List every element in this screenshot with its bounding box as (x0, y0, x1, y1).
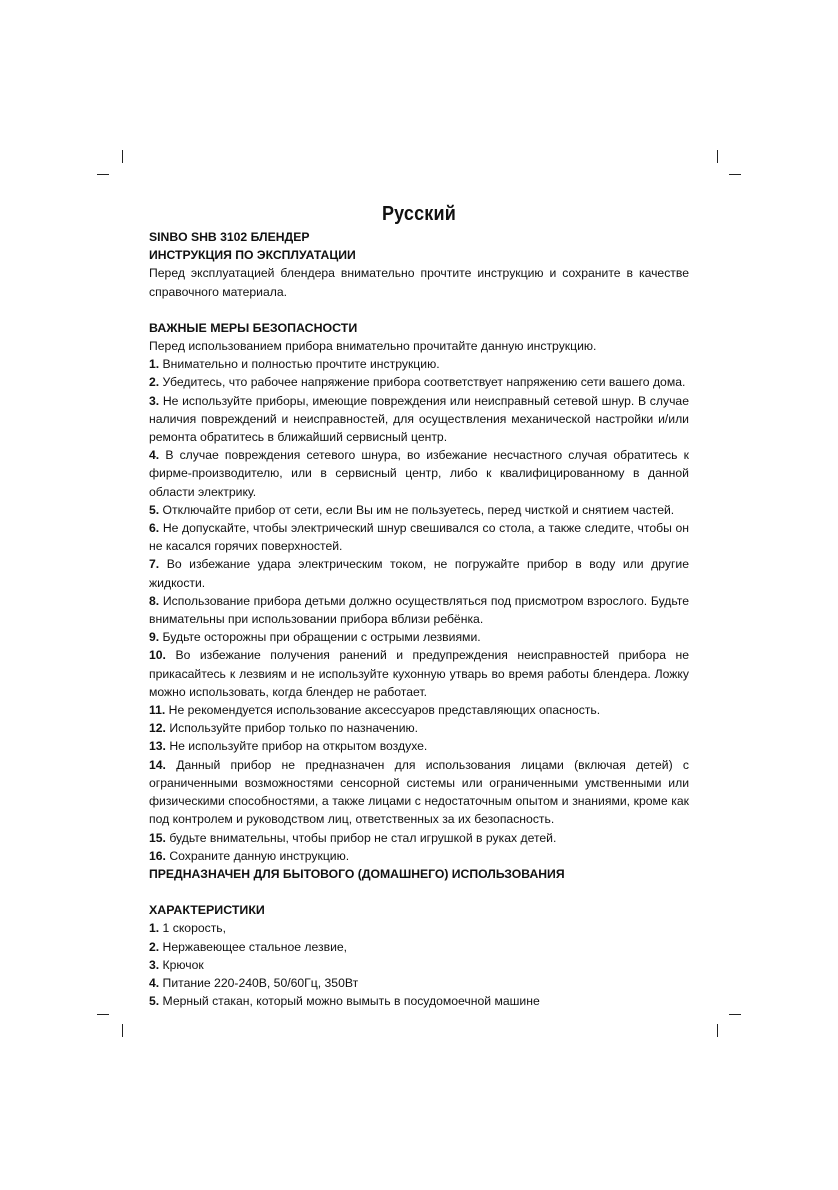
item-text: 1 скорость, (159, 921, 227, 936)
item-number: 5. (149, 502, 160, 517)
item-text: Питание 220-240В, 50/60Гц, 350Вт (159, 975, 359, 990)
list-item (149, 392, 689, 447)
list-item (149, 974, 689, 992)
model-title: SINBO SHB 3102 БЛЕНДЕР (149, 230, 310, 244)
item-number: 11. (149, 703, 166, 718)
crop-mark (122, 150, 123, 163)
list-item (149, 701, 689, 719)
crop-mark (729, 1014, 741, 1015)
item-text: Нержавеющее стальное лезвие, (159, 939, 348, 954)
list-item (149, 829, 689, 847)
safety-list (149, 355, 689, 865)
item-number: 3. (149, 393, 160, 408)
document-body (149, 228, 689, 1010)
item-number: 2. (149, 375, 160, 390)
item-text: Во избежание получения ранений и предупреждения неисправностей прибора не прикасайтесь к лезвиям и не используйте кухонную утварь во время работы блендера. Ложку можно использовать, когда блендер не работает. (149, 648, 689, 699)
list-item (149, 446, 689, 501)
list-item (149, 501, 689, 519)
item-number: 13. (149, 739, 166, 754)
specs-heading: ХАРАКТЕРИСТИКИ (149, 903, 265, 918)
item-text: В случае повреждения сетевого шнура, во избежание несчастного случая обратитесь к фирме-производителю, или в сервисный центр, либо к квалифицированному в данной области электрику. (149, 448, 689, 499)
item-text: Использование прибора детьми должно осуществляться под присмотром взрослого. Будьте внимательны при использовании прибора вблизи ребёнка. (149, 593, 689, 627)
item-text: Во избежание удара электрическим током, не погружайте прибор в воду или другие жидкости. (149, 557, 689, 590)
list-item (149, 756, 689, 829)
item-number: 16. (149, 848, 166, 863)
item-text: будьте внимательны, чтобы прибор не стал игрушкой в руках детей. (165, 830, 557, 845)
list-item (149, 592, 689, 628)
page-title: Русский (382, 203, 456, 225)
item-text: Не используйте прибор на открытом воздухе. (165, 739, 428, 754)
item-number: 6. (149, 521, 160, 536)
list-item (149, 919, 689, 937)
item-text: Внимательно и полностью прочтите инструкцию. (159, 357, 440, 372)
list-item (149, 938, 689, 956)
item-number: 5. (149, 994, 160, 1009)
item-number: 1. (149, 357, 160, 372)
crop-mark (122, 1024, 123, 1037)
item-text: Будьте осторожны при обращении с острыми лезвиями. (159, 630, 481, 645)
item-text: Крючок (159, 957, 204, 972)
item-number: 4. (149, 448, 160, 463)
item-text: Не рекомендуется использование аксессуаров представляющих опасность. (165, 703, 601, 718)
list-item (149, 719, 689, 737)
list-item (149, 355, 689, 373)
list-item (149, 628, 689, 646)
list-item (149, 646, 689, 701)
safety-intro: Перед использованием прибора внимательно прочитайте данную инструкцию. (149, 339, 597, 354)
item-number: 15. (149, 830, 166, 845)
household-note: ПРЕДНАЗНАЧЕН ДЛЯ БЫТОВОГО (ДОМАШНЕГО) ИСПОЛЬЗОВАНИЯ (149, 866, 565, 881)
item-text: Не используйте приборы, имеющие повреждения или неисправный сетевой шнур. В случае наличия повреждений и неисправностей, для осуществления механической настройки и/или ремонта обратитесь в ближайший сервисный центр. (149, 393, 689, 445)
item-text: Отключайте прибор от сети, если Вы им не пользуетесь, перед чисткой и снятием частей. (159, 502, 675, 517)
item-text: Не допускайте, чтобы электрический шнур свешивался со стола, а также следите, чтобы он не касался горячих поверхностей. (149, 521, 689, 554)
item-number: 3. (149, 957, 160, 972)
list-item (149, 992, 689, 1010)
list-item (149, 956, 689, 974)
item-number: 10. (149, 648, 166, 663)
list-item (149, 555, 689, 591)
safety-heading: ВАЖНЫЕ МЕРЫ БЕЗОПАСНОСТИ (149, 320, 358, 335)
item-number: 8. (149, 593, 160, 608)
crop-mark (717, 150, 718, 163)
item-number: 4. (149, 975, 160, 990)
item-text: Сохраните данную инструкцию. (165, 848, 350, 863)
item-text: Используйте прибор только по назначению. (165, 721, 419, 736)
item-text: Мерный стакан, который можно вымыть в посудомоечной машине (159, 994, 540, 1009)
list-item (149, 519, 689, 555)
item-number: 9. (149, 630, 160, 645)
item-number: 2. (149, 939, 160, 954)
item-number: 7. (149, 557, 160, 572)
specs-list (149, 919, 689, 1010)
crop-mark (97, 1014, 109, 1015)
intro-paragraph: Перед эксплуатацией блендера внимательно прочтите инструкцию и сохраните в качестве справочного материала. (149, 266, 689, 299)
item-number: 1. (149, 921, 160, 936)
list-item (149, 847, 689, 865)
crop-mark (97, 174, 109, 175)
item-number: 14. (149, 757, 166, 772)
item-number: 12. (149, 721, 166, 736)
list-item (149, 737, 689, 755)
item-text: Убедитесь, что рабочее напряжение прибора соответствует напряжению сети вашего дома. (159, 375, 686, 390)
item-text: Данный прибор не предназначен для использования лицами (включая детей) с ограниченными возможностями сенсорной системы или ограниченными умственными или физическими способностями, а также лицами с недостаточным опытом и знаниями, кроме как под контролем и руководством лиц, ответственных за их безопасность. (149, 757, 689, 827)
crop-mark (729, 174, 741, 175)
crop-mark (717, 1024, 718, 1037)
manual-title: ИНСТРУКЦИЯ ПО ЭКСПЛУАТАЦИИ (149, 248, 356, 263)
list-item (149, 373, 689, 391)
